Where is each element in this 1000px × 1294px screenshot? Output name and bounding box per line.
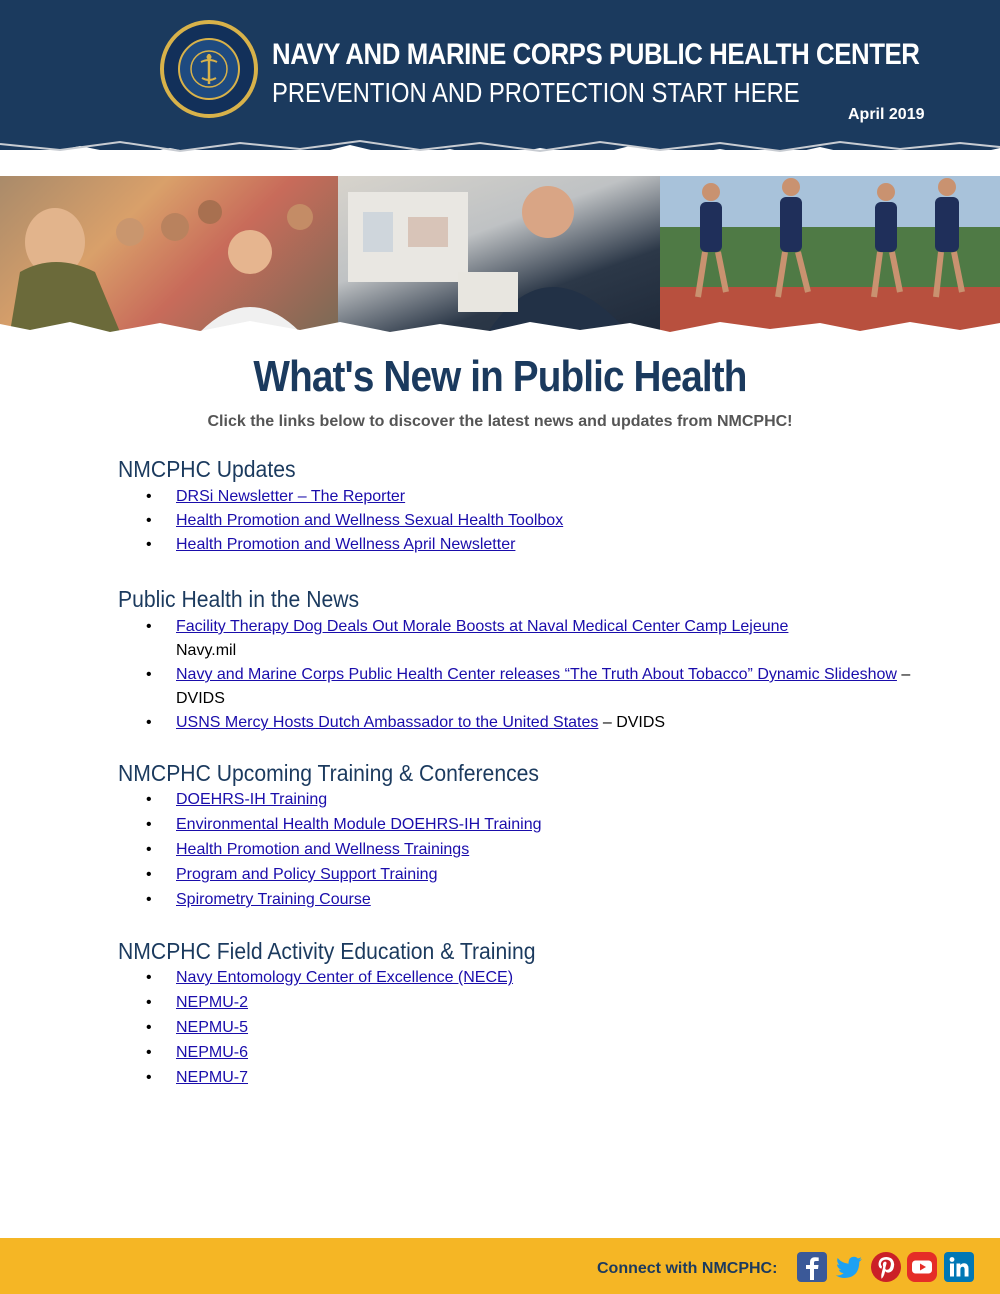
connect-label: Connect with NMCPHC: [597, 1260, 778, 1277]
list-item [118, 887, 918, 912]
drsi-newsletter-link[interactable]: DRSi Newsletter – The Reporter [176, 488, 406, 505]
link-list [118, 485, 918, 557]
list-item [118, 965, 918, 990]
nepmu-6-link[interactable]: NEPMU-6 [176, 1044, 249, 1061]
intro-text: Click the links below to discover the latest news and updates from NMCPHC! [207, 413, 793, 430]
linkedin-icon[interactable] [944, 1252, 974, 1282]
item-source: – DVIDS [598, 714, 666, 731]
list-item [118, 1040, 918, 1065]
marine-with-children-photo-icon [0, 172, 338, 332]
spirometry-course-link[interactable]: Spirometry Training Course [176, 891, 371, 908]
section-heading: NMCPHC Upcoming Training & Conferences [118, 760, 540, 786]
section-upcoming-training [118, 760, 918, 912]
list-item [118, 990, 918, 1015]
april-newsletter-link[interactable]: Health Promotion and Wellness April Newsletter [176, 536, 516, 553]
list-item [118, 862, 918, 887]
list-item [118, 1015, 918, 1040]
list-item [118, 615, 918, 663]
truth-about-tobacco-link[interactable]: Navy and Marine Corps Public Health Center releases “The Truth About Tobacco” Dynamic Slideshow [176, 666, 897, 683]
nepmu-5-link[interactable]: NEPMU-5 [176, 1019, 249, 1036]
org-name: NAVY AND MARINE CORPS PUBLIC HEALTH CENTER [272, 38, 920, 71]
issue-date: April 2019 [848, 106, 925, 123]
section-heading: NMCPHC Updates [118, 456, 296, 482]
facebook-icon[interactable] [797, 1252, 827, 1282]
tagline: PREVENTION AND PROTECTION START HERE [272, 77, 800, 108]
policy-support-training-link[interactable]: Program and Policy Support Training [176, 866, 438, 883]
item-source: Navy.mil [176, 642, 237, 659]
footer-bar [0, 1238, 1000, 1294]
doehrs-ih-training-link[interactable]: DOEHRS-IH Training [176, 791, 328, 808]
list-item [118, 837, 918, 862]
list-item [118, 485, 918, 509]
sailor-in-pharmacy-photo-icon [338, 172, 660, 332]
twitter-icon[interactable] [834, 1252, 864, 1282]
therapy-dog-article-link[interactable]: Facility Therapy Dog Deals Out Morale Boosts at Naval Medical Center Camp Lejeune [176, 618, 789, 635]
public-health-center-seal-icon [160, 20, 258, 118]
nece-link[interactable]: Navy Entomology Center of Excellence (NECE) [176, 969, 514, 986]
section-heading: NMCPHC Field Activity Education & Training [118, 938, 536, 964]
newsletter-header [0, 0, 1000, 150]
usns-mercy-article-link[interactable]: USNS Mercy Hosts Dutch Ambassador to the United States [176, 714, 599, 731]
list-item [118, 812, 918, 837]
section-nmcphc-updates [118, 456, 918, 557]
section-heading: Public Health in the News [118, 586, 360, 612]
section-field-activity [118, 938, 918, 1090]
link-list [118, 787, 918, 912]
environmental-health-module-link[interactable]: Environmental Health Module DOEHRS-IH Training [176, 816, 542, 833]
header-photo-strip [0, 172, 1000, 332]
link-list [118, 615, 918, 735]
list-item [118, 533, 918, 557]
pinterest-icon[interactable] [871, 1252, 901, 1282]
nepmu-2-link[interactable]: NEPMU-2 [176, 994, 249, 1011]
list-item [118, 1065, 918, 1090]
section-public-health-news [118, 586, 918, 735]
link-list [118, 965, 918, 1090]
youtube-icon[interactable] [907, 1252, 937, 1282]
photo-torn-edge [0, 314, 1000, 344]
sexual-health-toolbox-link[interactable]: Health Promotion and Wellness Sexual Health Toolbox [176, 512, 564, 529]
list-item [118, 509, 918, 533]
track-runners-photo-icon [660, 172, 1000, 332]
nepmu-7-link[interactable]: NEPMU-7 [176, 1069, 249, 1086]
list-item [118, 663, 918, 711]
list-item [118, 787, 918, 812]
header-torn-edge [0, 136, 1000, 176]
page-title: What's New in Public Health [253, 352, 747, 401]
wellness-trainings-link[interactable]: Health Promotion and Wellness Trainings [176, 841, 470, 858]
list-item [118, 711, 918, 735]
item-source: – DVIDS [176, 666, 911, 707]
